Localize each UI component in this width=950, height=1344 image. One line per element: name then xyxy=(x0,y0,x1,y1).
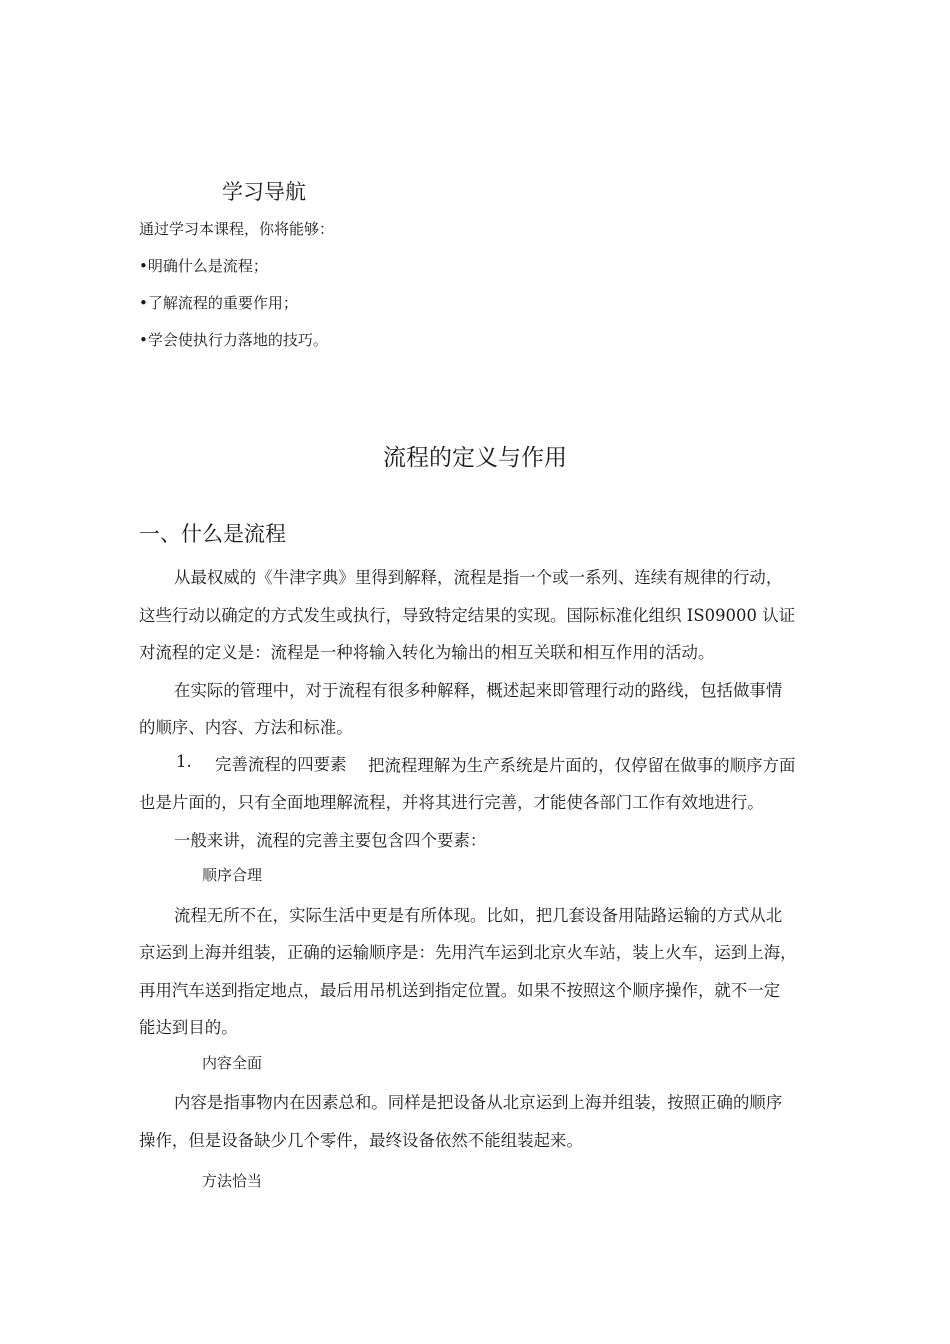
sub-heading: 方法恰当 xyxy=(202,1172,263,1190)
list-item-heading: 完善流程的四要素 xyxy=(215,755,347,774)
list-item-number: 1. xyxy=(176,752,192,771)
nav-title: 学习导航 xyxy=(222,180,306,204)
paragraph-line: 一般来讲，流程的完善主要包含四个要素： xyxy=(174,831,487,850)
paragraph-line: 对流程的定义是：流程是一种将输入转化为输出的相互关联和相互作用的活动。 xyxy=(139,643,715,662)
page-title: 流程的定义与作用 xyxy=(383,445,567,471)
paragraph-line: 把流程理解为生产系统是片面的，仅停留在做事的顺序方面 xyxy=(368,756,796,775)
nav-bullet: •明确什么是流程； xyxy=(139,257,268,275)
paragraph-line: 京运到上海并组装，正确的运输顺序是：先用汽车运到北京火车站，装上火车，运到上海， xyxy=(139,943,797,962)
paragraph-line: 也是片面的，只有全面地理解流程，并将其进行完善，才能使各部门工作有效地进行。 xyxy=(139,793,764,812)
section-heading: 一、什么是流程 xyxy=(139,522,286,546)
paragraph-line: 操作，但是设备缺少几个零件，最终设备依然不能组装起来。 xyxy=(139,1131,583,1150)
paragraph-line: 再用汽车送到指定地点，最后用吊机送到指定位置。如果不按照这个顺序操作，就不一定 xyxy=(139,981,781,1000)
paragraph-line: 流程无所不在，实际生活中更是有所体现。比如，把几套设备用陆路运输的方式从北 xyxy=(174,906,783,925)
nav-bullet: •了解流程的重要作用； xyxy=(139,294,298,312)
paragraph-line: 从最权威的《牛津字典》里得到解释，流程是指一个或一系列、连续有规律的行动， xyxy=(174,568,783,587)
paragraph-line: 在实际的管理中，对于流程有很多种解释，概述起来即管理行动的路线，包括做事情 xyxy=(174,681,783,700)
nav-intro: 通过学习本课程，你将能够： xyxy=(139,220,335,238)
nav-bullet: •学会使执行力落地的技巧。 xyxy=(139,331,328,349)
paragraph-line: 内容是指事物内在因素总和。同样是把设备从北京运到上海并组装，按照正确的顺序 xyxy=(174,1093,783,1112)
paragraph-line: 这些行动以确定的方式发生或执行，导致特定结果的实现。国际标准化组织 IS09000 认证 xyxy=(139,606,796,625)
paragraph-line: 能达到目的。 xyxy=(139,1018,238,1037)
sub-heading: 内容全面 xyxy=(202,1054,263,1072)
sub-heading: 顺序合理 xyxy=(202,866,263,884)
paragraph-line: 的顺序、内容、方法和标准。 xyxy=(139,718,353,737)
